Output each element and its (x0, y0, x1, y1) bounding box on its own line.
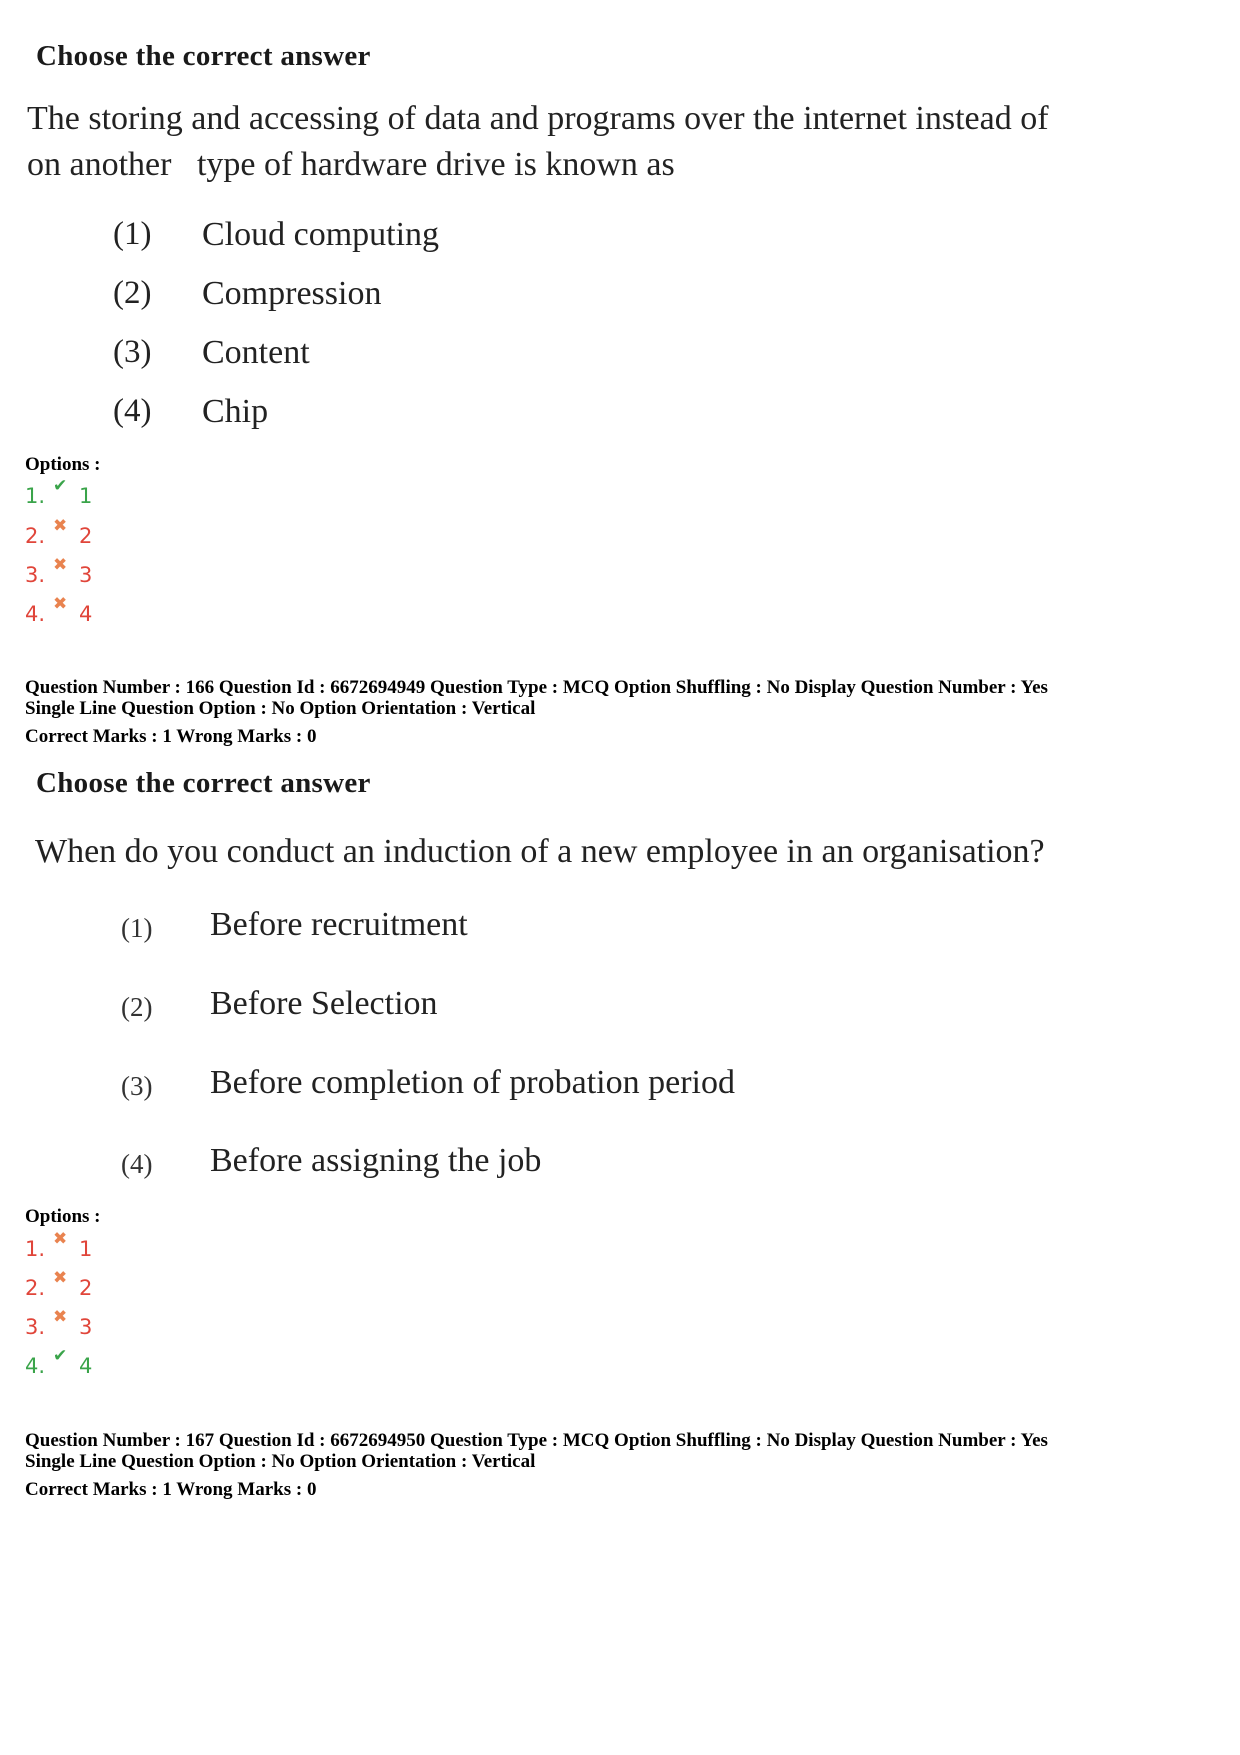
answer-option (25, 594, 93, 626)
answer-option (25, 1346, 93, 1378)
cross-icon: ✖ (53, 1268, 68, 1288)
answer-index: 4. (25, 602, 46, 626)
choice-number: (1) (113, 216, 152, 252)
answer-index: 3. (25, 563, 46, 587)
marks-line: Correct Marks : 1 Wrong Marks : 0 (25, 726, 317, 747)
choice-number: (2) (121, 992, 153, 1022)
answer-option (25, 1268, 93, 1300)
choice-number: (4) (113, 393, 152, 429)
cross-icon: ✖ (53, 594, 68, 614)
answer-index: 1. (25, 1237, 46, 1261)
choice-text: Chip (202, 393, 269, 430)
answer-value: 4 (79, 1354, 93, 1378)
options-label: Options : (25, 454, 101, 475)
question-text-line: When do you conduct an induction of a new employee in an organisation? (35, 833, 1045, 870)
question-meta-line: Question Number : 167 Question Id : 6672694950 Question Type : MCQ Option Shuffling : No Display Question Number : Yes (25, 1430, 1048, 1451)
answer-value: 2 (79, 1276, 93, 1300)
answer-option (25, 476, 93, 508)
answer-index: 4. (25, 1354, 46, 1378)
choice-text: Cloud computing (202, 216, 440, 253)
cross-icon: ✖ (53, 1229, 68, 1249)
answer-index: 2. (25, 1276, 46, 1300)
choice-text: Before assigning the job (210, 1142, 542, 1179)
answer-value: 3 (79, 1315, 93, 1339)
choice-text: Before Selection (210, 985, 438, 1022)
choice-text: Before recruitment (210, 906, 468, 943)
question-meta-line: Single Line Question Option : No Option Orientation : Vertical (25, 698, 536, 719)
question-heading: Choose the correct answer (36, 767, 371, 799)
answer-index: 2. (25, 524, 46, 548)
choice-text: Before completion of probation period (210, 1064, 735, 1101)
answer-index: 3. (25, 1315, 46, 1339)
answer-option (25, 555, 93, 587)
answer-value: 1 (79, 484, 93, 508)
question-heading: Choose the correct answer (36, 40, 371, 72)
choice-text: Compression (202, 275, 382, 312)
cross-icon: ✖ (53, 1307, 68, 1327)
answer-value: 1 (79, 1237, 93, 1261)
cross-icon: ✖ (53, 555, 68, 575)
answer-value: 3 (79, 563, 93, 587)
choice-text: Content (202, 334, 310, 371)
choice-number: (3) (121, 1071, 153, 1101)
answer-option (25, 1229, 93, 1261)
cross-icon: ✖ (53, 516, 68, 536)
options-label: Options : (25, 1206, 101, 1227)
answer-value: 2 (79, 524, 93, 548)
choice-number: (1) (121, 913, 153, 943)
answer-option (25, 516, 93, 548)
choice-number: (3) (113, 334, 152, 370)
answer-index: 1. (25, 484, 46, 508)
marks-line: Correct Marks : 1 Wrong Marks : 0 (25, 1479, 317, 1500)
check-icon: ✔ (53, 476, 68, 496)
choice-number: (4) (121, 1149, 153, 1179)
choice-number: (2) (113, 275, 152, 311)
answer-value: 4 (79, 602, 93, 626)
question-meta-line: Question Number : 166 Question Id : 6672694949 Question Type : MCQ Option Shuffling : No Display Question Number : Yes (25, 677, 1048, 698)
question-text-line: The storing and accessing of data and programs over the internet instead of (27, 100, 1049, 137)
question-text-line: on another type of hardware drive is known as (27, 146, 675, 183)
check-icon: ✔ (53, 1346, 68, 1366)
answer-option (25, 1307, 93, 1339)
question-meta-line: Single Line Question Option : No Option Orientation : Vertical (25, 1451, 536, 1472)
